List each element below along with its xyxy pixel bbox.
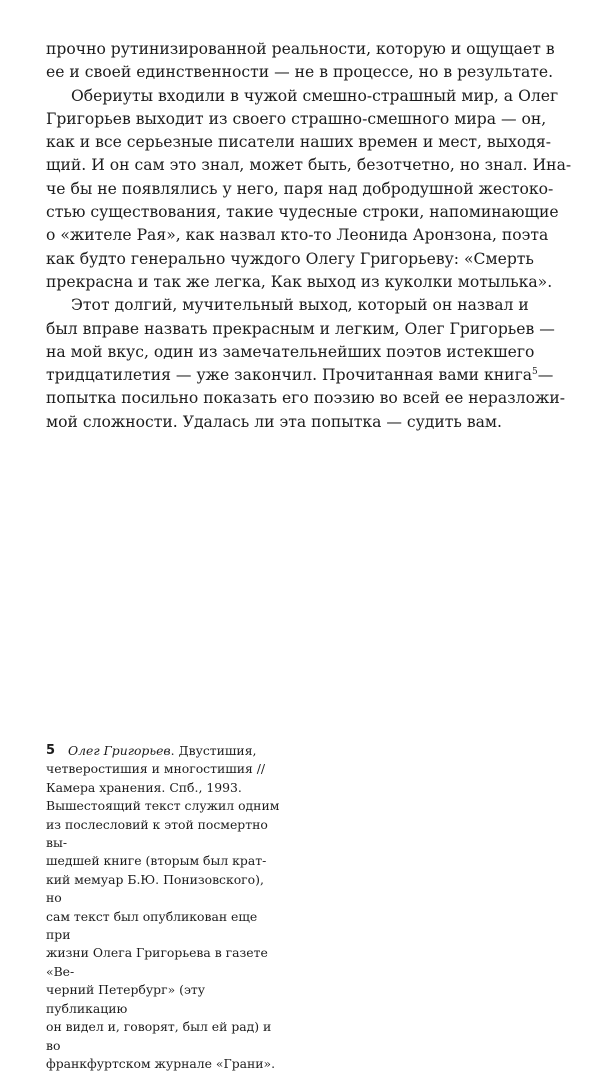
text-line: че бы не появлялись у него, паря над добродушной жестоко- (46, 179, 554, 198)
text-line: на мой вкус, один из замечательнейших поэтов истекшего (46, 342, 535, 361)
footnote-line: франкфуртском журнале «Грани». (46, 1055, 276, 1071)
text-line: Григорьев выходит из своего страшно-смешного мира — он, (46, 109, 547, 128)
text-line-with-footnote-ref (46, 364, 554, 387)
text-line: Этот долгий, мучительный выход, который он назвал и (71, 296, 529, 315)
footnote-text: . Двустишия, (170, 743, 257, 758)
footnote-line: он видел и, говорят, был ей рад) и во (46, 1019, 272, 1053)
text-line: попытка посильно показать его поэзию во всей ее неразложи- (46, 389, 565, 408)
footnote (46, 742, 282, 1073)
text-line: мой сложности. Удалась ли эта попытка — судить вам. (46, 412, 503, 431)
paragraph-3 (46, 294, 565, 434)
footnote-line: Вышестоящий текст служил одним (46, 798, 280, 814)
footnote-line: сам текст был опубликован еще при (46, 908, 258, 943)
footnote-line: Камера хранения. Спб., 1993. (46, 779, 242, 795)
footnote-line: из послесловий к этой посмертно вы- (46, 816, 268, 851)
text-line: как и все серьезные писатели наших времен и мест, выходя- (46, 133, 551, 152)
text-line: Обериуты входили в чужой смешно-страшный мир, а Олег (71, 86, 559, 105)
text-segment: тридцатилетия — уже закончил. Прочитанная вами книга (46, 366, 533, 385)
text-line: прочно рутинизированной реальности, которую и ощущает в (46, 40, 555, 58)
text-line: о «жителе Рая», как назвал кто-то Леонида Аронзона, поэта (46, 226, 549, 245)
text-segment: — (537, 366, 554, 385)
footnote-line: черний Петербург» (эту публикацию (46, 982, 206, 1016)
text-line: был вправе назвать прекрасным и легким, Олег Григорьев — (46, 319, 555, 338)
footnote-line: жизни Олега Григорьева в газете «Ве- (46, 945, 268, 979)
text-line: как будто генерально чуждого Олегу Григорьеву: «Смерть (46, 249, 534, 268)
footnote-line: кий мемуар Б.Ю. Понизовского), но (46, 871, 264, 906)
footnote-line: четверостишия и многостишия // (46, 761, 266, 777)
footnote-line: шедшей книге (вторым был крат- (46, 853, 267, 869)
paragraph-2 (46, 85, 572, 295)
footnote-author: Олег Григорьев (68, 743, 171, 758)
paragraph-1 (46, 38, 555, 85)
text-line: щий. И он сам это знал, может быть, безотчетно, но знал. Ина- (46, 156, 572, 175)
text-line: стью существования, такие чудесные строки, напоминающие (46, 203, 559, 222)
main-text (46, 38, 572, 434)
footnote-reference[interactable]: 5 (532, 367, 538, 378)
footnote-number: 5 (46, 743, 56, 758)
footnote-line (46, 742, 282, 760)
text-line: прекрасна и так же легка, Как выход из куколки мотылька». (46, 272, 553, 291)
text-line: ее и своей единственности — не в процессе, но в результате. (46, 63, 554, 82)
